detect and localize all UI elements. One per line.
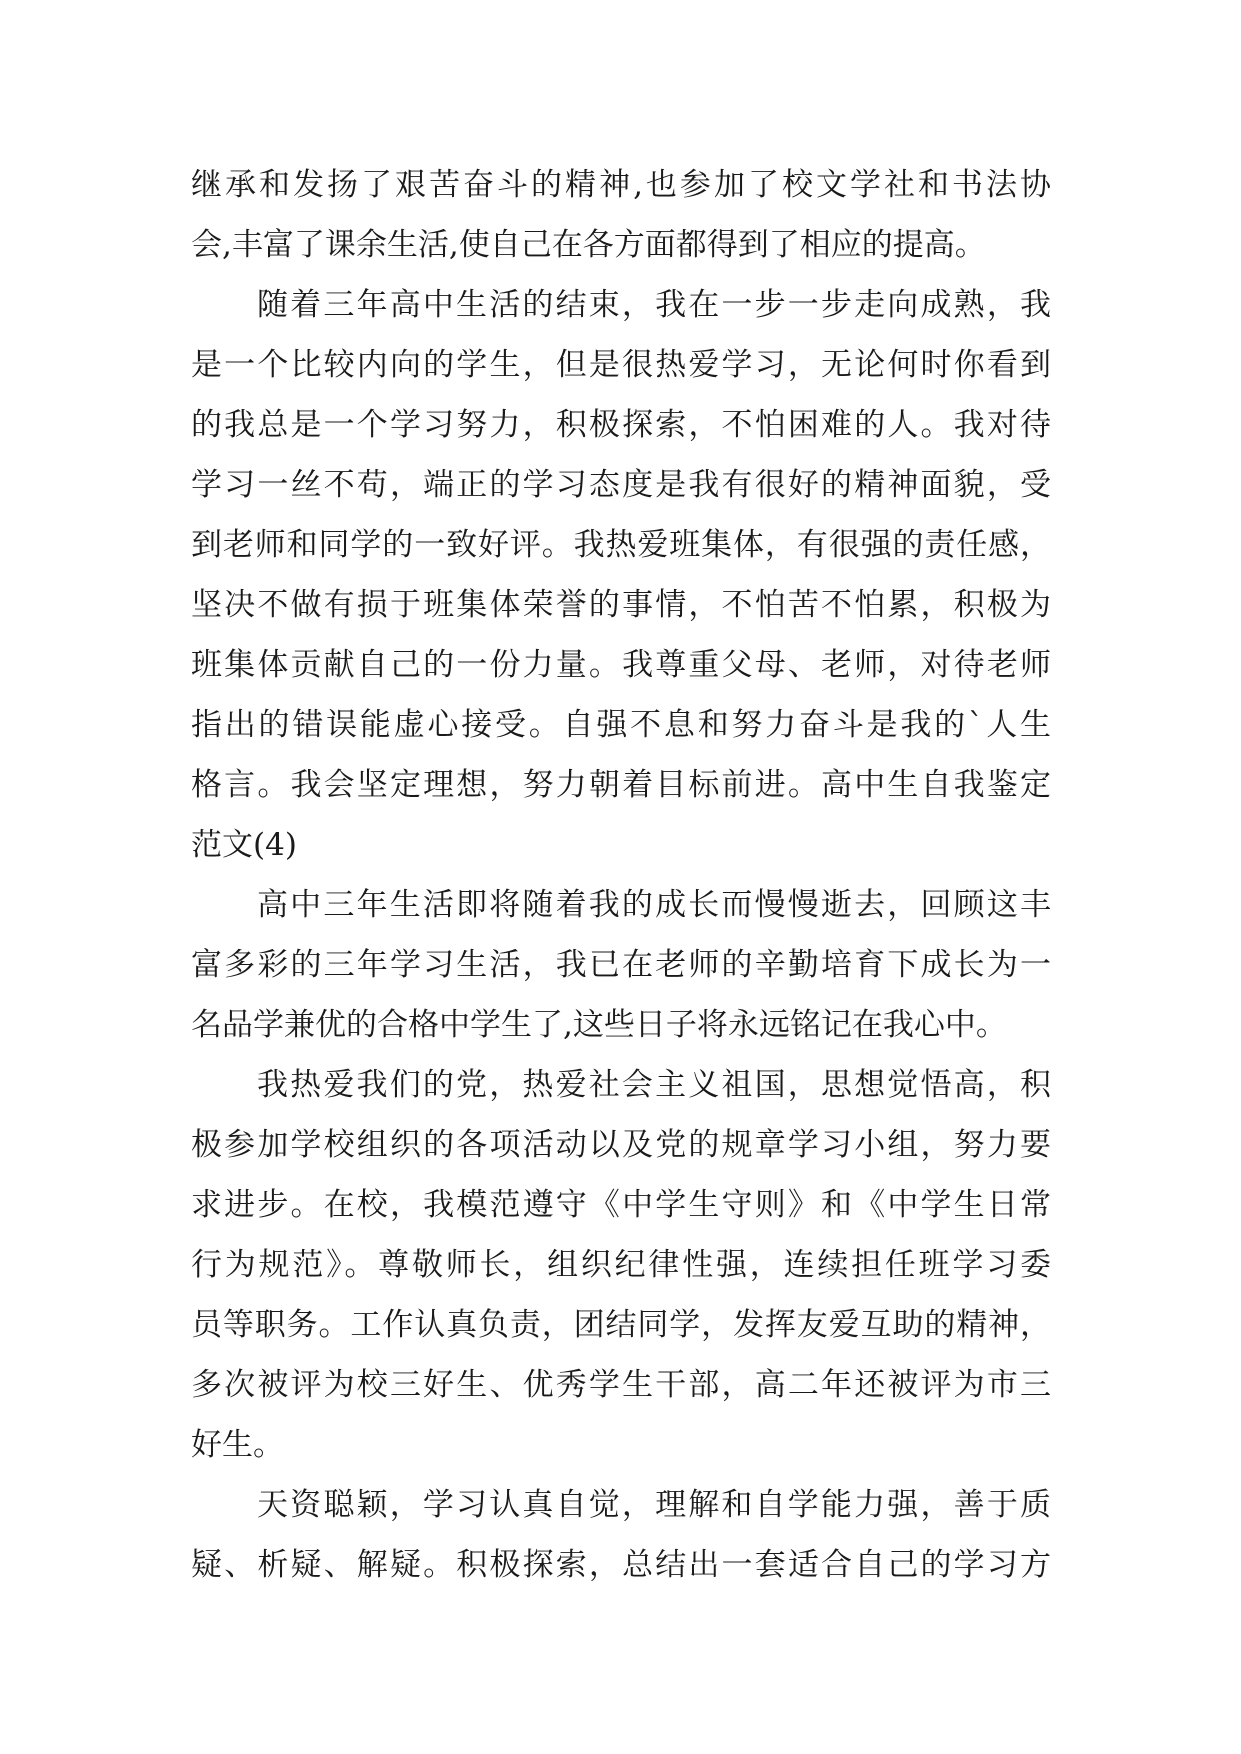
- document-body: [191, 155, 1051, 1595]
- text-line: 我热爱我们的党，热爱社会主义祖国，思想觉悟高，积: [257, 1067, 1051, 1103]
- paragraph: [191, 155, 1051, 275]
- paragraph: [191, 1475, 1051, 1595]
- text-line: 到老师和同学的一致好评。我热爱班集体，有很强的责任感，: [191, 527, 1051, 563]
- text-line: 天资聪颖，学习认真自觉，理解和自学能力强，善于质: [257, 1487, 1051, 1523]
- text-line: 的我总是一个学习努力，积极探索，不怕困难的人。我对待: [191, 407, 1051, 443]
- text-line: 指出的错误能虚心接受。自强不息和努力奋斗是我的`人生: [191, 707, 1051, 743]
- text-line: 会,丰富了课余生活,使自己在各方面都得到了相应的提高。: [191, 227, 986, 263]
- paragraph: [191, 275, 1051, 875]
- text-line: 继承和发扬了艰苦奋斗的精神,也参加了校文学社和书法协: [191, 167, 1051, 203]
- paragraph: [191, 875, 1051, 1055]
- text-line: 是一个比较内向的学生，但是很热爱学习，无论何时你看到: [191, 347, 1051, 383]
- text-line: 班集体贡献自己的一份力量。我尊重父母、老师，对待老师: [191, 647, 1051, 683]
- text-line: 坚决不做有损于班集体荣誉的事情，不怕苦不怕累，积极为: [191, 587, 1051, 623]
- text-line: 随着三年高中生活的结束，我在一步一步走向成熟，我: [257, 287, 1051, 323]
- text-line: 学习一丝不苟，端正的学习态度是我有很好的精神面貌，受: [191, 467, 1051, 503]
- text-line: 格言。我会坚定理想，努力朝着目标前进。高中生自我鉴定: [191, 767, 1051, 803]
- text-line: 极参加学校组织的各项活动以及党的规章学习小组，努力要: [191, 1127, 1051, 1163]
- text-line: 好生。: [191, 1427, 284, 1463]
- text-line: 行为规范》。尊敬师长，组织纪律性强，连续担任班学习委: [191, 1247, 1051, 1283]
- text-line: 名品学兼优的合格中学生了,这些日子将永远铭记在我心中。: [191, 1007, 1007, 1043]
- text-line: 范文(4): [191, 827, 297, 863]
- text-line: 高中三年生活即将随着我的成长而慢慢逝去，回顾这丰: [257, 887, 1051, 923]
- text-line: 疑、析疑、解疑。积极探索，总结出一套适合自己的学习方: [191, 1547, 1051, 1583]
- text-line: 多次被评为校三好生、优秀学生干部，高二年还被评为市三: [191, 1367, 1051, 1403]
- text-line: 富多彩的三年学习生活，我已在老师的辛勤培育下成长为一: [191, 947, 1051, 983]
- paragraph: [191, 1055, 1051, 1475]
- text-line: 求进步。在校，我模范遵守《中学生守则》和《中学生日常: [191, 1187, 1051, 1223]
- text-line: 员等职务。工作认真负责，团结同学，发挥友爱互助的精神，: [191, 1307, 1051, 1343]
